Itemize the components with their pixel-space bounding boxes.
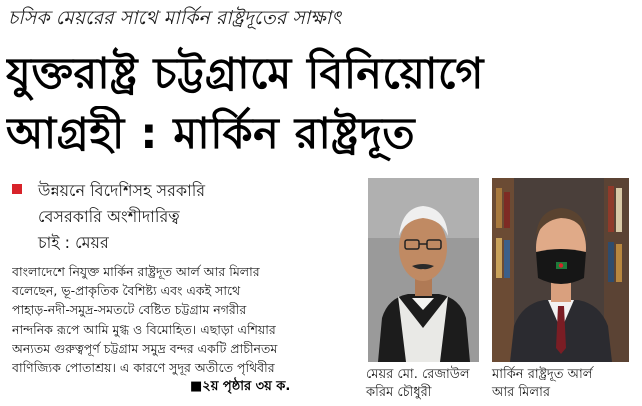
caption-line: মার্কিন রাষ্ট্রদূত আর্ল [492,367,593,382]
caption-line: আর মিলার [492,385,550,400]
article-body [12,262,360,377]
caption-line: করিম চৌধুরী [366,385,432,400]
deck-line: বেসরকারি অংশীদারিত্ব [38,207,180,226]
headline-line-1: যুক্তরাষ্ট্র চট্টগ্রামে বিনিয়োগে [6,49,484,99]
mayor-photo-caption [366,366,470,402]
article-kicker: চসিক মেয়রের সাথে মার্কিন রাষ্ট্রদূতের সাক্ষাৎ [8,7,342,29]
continued-jump-line: ■২য় পৃষ্ঠার ৩য় ক. [190,379,291,394]
body-line: বাণিজ্যিক পোতাশ্রয়। এ কারণে সুদূর অতীতে পৃথিবীর [12,360,275,376]
body-line: বাংলাদেশে নিযুক্ত মার্কিন রাষ্ট্রদূত আর্ল আর মিলার [12,264,260,279]
headline-line-2: আগ্রহী : মার্কিন রাষ্ট্রদূত [6,109,416,159]
mayor-portrait-illustration [368,178,479,362]
ambassador-portrait-photo [492,178,629,362]
deck-line: উন্নয়নে বিদেশিসহ সরকারি [38,181,206,200]
mayor-portrait-photo [368,178,479,362]
ambassador-portrait-illustration [492,178,629,362]
article-deck [8,178,353,256]
body-line: পাহাড়-নদী-সমুদ্র-সমতটে বেষ্টিত চট্টগ্রাম নগরীর [12,302,247,318]
deck-line: চাই : মেয়র [38,233,109,252]
caption-line: মেয়র মো. রেজাউল [366,367,470,382]
body-line: নান্দনিক রূপে আমি মুগ্ধ ও বিমোহিত। এছাড়া এশিয়ার [12,321,276,337]
body-line: অন্যতম গুরুত্বপূর্ণ চট্টগ্রাম সমুদ্র বন্দর একটি প্রাচীনতম [12,340,278,356]
body-line: বলেছেন, ভূ-প্রাকৃতিক বৈশিষ্ট্য এবং একই সাথে [12,283,241,299]
ambassador-photo-caption [492,366,592,402]
deck-bullet [12,184,22,194]
